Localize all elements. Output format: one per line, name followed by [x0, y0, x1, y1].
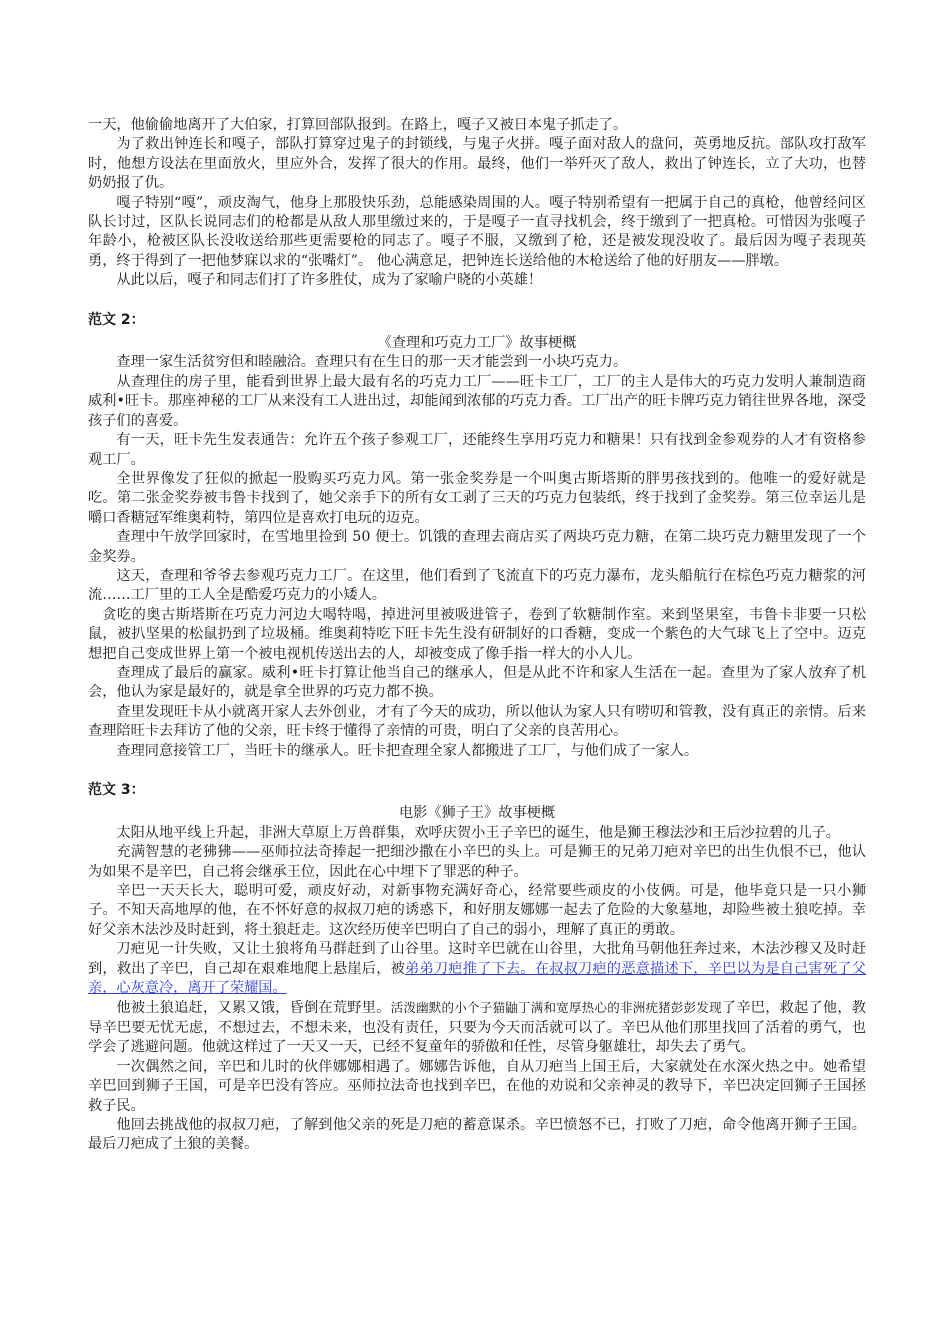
- paragraph: 辛巴一天天长大，聪明可爱，顽皮好动，对新事物充满好奇心，经常要些顽皮的小伎俩。可是，他毕竟只是一只小狮子。不知天高地厚的他，在不怀好意的叔叔刀疤的诱惑下，和好朋友娜娜一起去了危险的大象墓地，却险些被土狼吃掉。幸好父亲木法沙及时赶到，将土狼赶走。这次经历使辛巴明白了自己的弱小，理解了真正的勇敢。: [88, 883, 866, 938]
- sample-3-heading: 范文 3：: [88, 782, 145, 798]
- paragraph-text: 了辛巴，救起了他，教导辛巴要无忧无虑，不想过去，不想未来，也没有责任，只要为今天而活就可以了。辛巴从他们那里找回了活着的勇气，也学会了逃避问题。他就这样过了一天又一天，已经不复童年的骄傲和任性，尽管身躯雄壮，却失去了勇气。: [88, 1000, 866, 1056]
- paragraph: 从此以后，嘎子和同志们打了许多胜仗，成为了家喻户晓的小英雄！: [116, 272, 543, 289]
- paragraph-text-small: 活泼幽默的小个子猫鼬丁满和宽厚热心的非洲疣猪彭彭发现: [390, 1000, 722, 1016]
- paragraph: 太阳从地平线上升起，非洲大草原上万兽群集，欢呼庆贺小王子辛巴的诞生，他是狮王穆法沙和王后沙拉碧的儿子。: [116, 824, 840, 841]
- paragraph: [88, 998, 866, 1057]
- paragraph: 查理中午放学回家时，在雪地里捡到 50 便士。饥饿的查理去商店买了两块巧克力糖，在第二块巧克力糖里发现了一个金奖券。: [88, 529, 866, 565]
- sample-2-title: 《查理和巧克力工厂》故事梗概: [377, 335, 577, 352]
- paragraph-text: 他被土狼追赶，又累又饿，昏倒在荒野里。: [116, 1000, 391, 1017]
- paragraph: 查理同意接管工厂，当旺卡的继承人。旺卡把查理全家人都搬进了工厂，与他们成了一家人。: [116, 742, 699, 759]
- paragraph: [88, 940, 866, 998]
- paragraph: 一天，他偷偷地离开了大伯家，打算回部队报到。在路上，嘎子又被日本鬼子抓走了。: [88, 117, 628, 133]
- paragraph: 充满智慧的老狒狒——巫师拉法奇捧起一把细沙撒在小辛巴的头上。可是狮王的兄弟刀疤对辛巴的出生仇恨不已，他认为如果不是辛巴，自己将会继承王位，因此在心中埋下了罪恶的种子。: [88, 844, 866, 880]
- paragraph-text: 刀疤见一计失败，又让土狼将角马群赶到了山谷里。这时辛巴就在山谷里，大批角马朝他狂奔过来，木法沙穆又及时赶到，救出了辛巴，自己却在艰难地爬上悬崖后，被: [88, 941, 866, 977]
- paragraph: 查理成了最后的赢家。威利•旺卡打算让他当自己的继承人，但是从此不许和家人生活在一起。查里为了家人放弃了机会，他认为家是最好的，就是拿全世界的巧克力都不换。: [88, 664, 866, 701]
- sample-2-heading: 范文 2：: [88, 311, 145, 328]
- document-page: [88, 116, 866, 1155]
- paragraph: 这天，查理和爷爷去参观巧克力工厂。在这里，他们看到了飞流直下的巧克力瀑布，龙头船航行在棕色巧克力糖浆的河流……工厂里的工人全是酷爱巧克力的小矮人。: [88, 567, 866, 604]
- paragraph: 查理一家生活贫穷但和睦融洽。查理只有在生日的那一天才能尝到一小块巧克力。: [116, 354, 628, 371]
- sample-3-title: 电影《狮子王》故事梗概: [398, 805, 556, 822]
- paragraph: 查里发现旺卡从小就离开家人去外创业，才有了今天的成功，所以他认为家人只有唠叨和管教，没有真正的亲情。后来查理陪旺卡去拜访了他的父亲，旺卡终于懂得了亲情的可贵，明白了父亲的良苦用心。: [88, 703, 866, 740]
- paragraph: 全世界像发了狂似的掀起一股购买巧克力风。第一张金奖券是一个叫奥古斯塔斯的胖男孩找到的。他唯一的爱好就是吃。第二张金奖券被韦鲁卡找到了，她父亲手下的所有女工剥了三天的巧克力包装纸，终于找到了金奖券。第三位幸运儿是嚼口香糖冠军维奥莉特，第四位是喜欢打电玩的迈克。: [88, 470, 866, 526]
- paragraph: 贪吃的奥古斯塔斯在巧克力河边大喝特喝，掉进河里被吸进管子，卷到了软糖制作室。来到坚果室，韦鲁卡非要一只松鼠，被扒坚果的松鼠扔到了垃圾桶。维奥莉特吃下旺卡先生没有研制好的口香糖，变成一个紫色的大气球飞上了空中。迈克想把自己变成世界上第一个被电视机传送出去的人，却被变成了像手指一样大的小人儿。: [88, 606, 866, 662]
- hyperlink[interactable]: 弟弟刀疤推了下去。在叔叔刀疤的恶意描述下，辛巴以为是自己害死了父亲，心灰意冷，离开了荣耀国。: [88, 960, 866, 997]
- paragraph: 有一天，旺卡先生发表通告：允许五个孩子参观工厂，还能终生享用巧克力和糖果！只有找到金参观券的人才有资格参观工厂。: [88, 432, 866, 468]
- paragraph: 为了救出钟连长和嘎子，部队打算穿过鬼子的封锁线，与鬼子火拼。嘎子面对敌人的盘问，英勇地反抗。部队攻打敌军时，他想方设法在里面放火，里应外合，发挥了很大的作用。最终，他们一举歼灭了敌人，救出了钟连长，立了大功，也替奶奶报了仇。: [88, 136, 866, 192]
- paragraph: 他回去挑战他的叔叔刀疤，了解到他父亲的死是刀疤的蓄意谋杀。辛巴愤怒不已，打败了刀疤，命令他离开狮子王国。最后刀疤成了土狼的美餐。: [88, 1116, 866, 1153]
- paragraph: 从查理住的房子里，能看到世界上最大最有名的巧克力工厂——旺卡工厂，工厂的主人是伟大的巧克力发明人兼制造商威利•旺卡。那座神秘的工厂从来没有工人进出过，却能闻到浓郁的巧克力香。工厂出产的旺卡牌巧克力销往世界各地，深受孩子们的喜爱。: [88, 373, 866, 429]
- paragraph: 嘎子特别“嘎”，顽皮淘气，他身上那股快乐劲，总能感染周围的人。嘎子特别希望有一把属于自己的真枪，他曾经问区队长讨过，区队长说同志们的枪都是从敌人那里缴过来的，于是嘎子一直寻找机会，终于缴到了一把真枪。可惜因为张嘎子年龄小，枪被区队长没收送给那些更需要枪的同志了。嘎子不服，又缴到了枪，还是被发现没收了。最后因为嘎子表现英勇，终于得到了一把他梦寐以求的“张嘴灯”。 他心满意足，把钟连长送给他的木枪送给了他的好朋友——胖墩。: [88, 194, 866, 269]
- paragraph: 一次偶然之间，辛巴和儿时的伙伴娜娜相遇了。娜娜告诉他，自从刀疤当上国王后，大家就处在水深火热之中。她希望辛巴回到狮子王国，可是辛巴没有答应。巫师拉法奇也找到辛巴，在他的劝说和父亲神灵的教导下，辛巴决定回狮子王国拯救子民。: [88, 1058, 866, 1114]
